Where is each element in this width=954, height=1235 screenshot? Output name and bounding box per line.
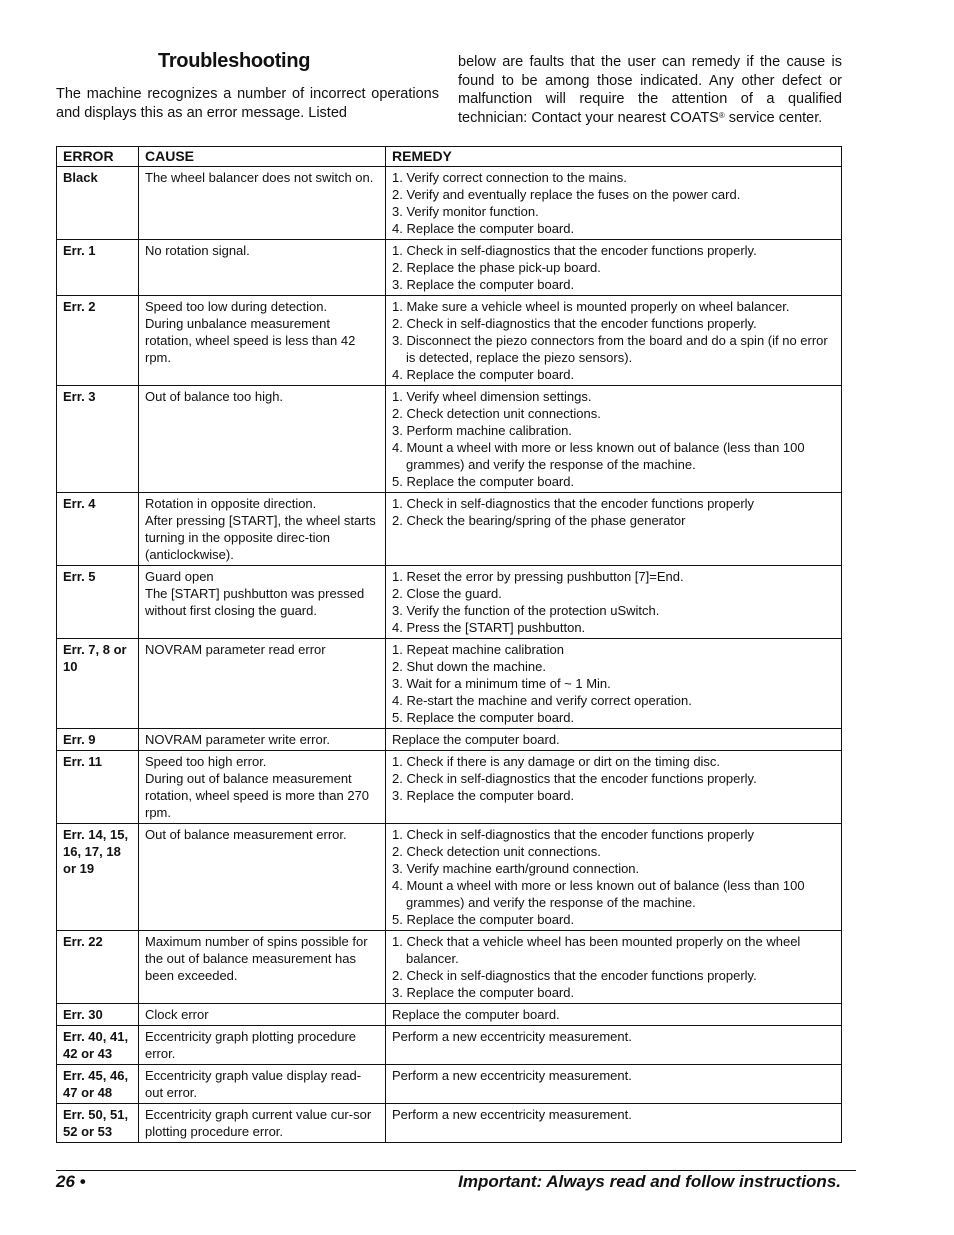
error-code: Err. 14, 15, 16, 17, 18 or 19 — [57, 824, 139, 931]
cause-line: During unbalance measurement rotation, wheel speed is less than 42 rpm. — [145, 316, 356, 365]
error-remedy — [386, 931, 842, 1004]
page-heading: Troubleshooting — [158, 50, 311, 72]
error-cause — [139, 931, 386, 1004]
remedy-step: 2. Replace the phase pick-up board. — [392, 260, 601, 275]
cause-line: Speed too high error. — [145, 754, 267, 769]
remedy-step: 1. Repeat machine calibration — [392, 642, 564, 657]
table-row — [57, 386, 842, 493]
error-remedy — [386, 824, 842, 931]
error-table-body — [57, 167, 842, 1143]
error-cause — [139, 639, 386, 729]
footer-note: Important: Always read and follow instructions. — [458, 1172, 841, 1191]
cause-line: Eccentricity graph value display read-out error. — [145, 1068, 362, 1100]
error-remedy — [386, 493, 842, 566]
remedy-step: 3. Replace the computer board. — [392, 788, 575, 803]
remedy-step: 4. Press the [START] pushbutton. — [392, 620, 586, 635]
remedy-step: 2. Shut down the machine. — [392, 659, 546, 674]
header-error: ERROR — [57, 147, 139, 167]
remedy-step: 3. Disconnect the piezo connectors from the board and do a spin (if no error is detected, replace the piezo sensors). — [392, 333, 828, 365]
remedy-step: Replace the computer board. — [392, 1007, 560, 1022]
table-row — [57, 639, 842, 729]
remedy-step: 2. Check the bearing/spring of the phase generator — [392, 513, 686, 528]
remedy-step: 3. Verify monitor function. — [392, 204, 539, 219]
remedy-step: 1. Check in self-diagnostics that the encoder functions properly. — [392, 243, 757, 258]
error-remedy — [386, 240, 842, 296]
remedy-step: 4. Replace the computer board. — [392, 221, 575, 236]
cause-line: NOVRAM parameter read error — [145, 642, 326, 657]
error-table — [56, 146, 842, 1143]
error-code: Err. 5 — [57, 566, 139, 639]
intro-paragraph-left — [56, 85, 439, 122]
cause-line: Maximum number of spins possible for the out of balance measurement has been exceeded. — [145, 934, 368, 983]
table-row — [57, 493, 842, 566]
error-code: Err. 40, 41, 42 or 43 — [57, 1026, 139, 1065]
cause-line: Out of balance too high. — [145, 389, 284, 404]
error-code: Err. 45, 46, 47 or 48 — [57, 1065, 139, 1104]
cause-line: Speed too low during detection. — [145, 299, 328, 314]
error-cause — [139, 751, 386, 824]
cause-line: Eccentricity graph current value cur-sor plotting procedure error. — [145, 1107, 372, 1139]
remedy-step: 4. Replace the computer board. — [392, 367, 575, 382]
error-cause — [139, 386, 386, 493]
remedy-step: 3. Verify machine earth/ground connection. — [392, 861, 640, 876]
remedy-step: 3. Replace the computer board. — [392, 985, 575, 1000]
error-cause — [139, 1004, 386, 1026]
remedy-step: Perform a new eccentricity measurement. — [392, 1107, 632, 1122]
remedy-step: 2. Verify and eventually replace the fuses on the power card. — [392, 187, 741, 202]
cause-line: The [START] pushbutton was pressed without first closing the guard. — [145, 586, 365, 618]
remedy-step: 5. Replace the computer board. — [392, 710, 575, 725]
error-code: Err. 50, 51, 52 or 53 — [57, 1104, 139, 1143]
remedy-step: 1. Make sure a vehicle wheel is mounted properly on wheel balancer. — [392, 299, 790, 314]
table-row — [57, 1104, 842, 1143]
error-code: Err. 22 — [57, 931, 139, 1004]
remedy-step: 1. Reset the error by pressing pushbutton [7]=End. — [392, 569, 684, 584]
error-remedy — [386, 566, 842, 639]
remedy-step: 4. Mount a wheel with more or less known out of balance (less than 100 grammes) and verify the response of the machine. — [392, 440, 805, 472]
error-code: Err. 3 — [57, 386, 139, 493]
error-cause — [139, 1104, 386, 1143]
footer-divider — [56, 1170, 856, 1171]
cause-line: The wheel balancer does not switch on. — [145, 170, 374, 185]
cause-line: No rotation signal. — [145, 243, 250, 258]
error-code: Err. 1 — [57, 240, 139, 296]
remedy-step: 2. Check detection unit connections. — [392, 406, 601, 421]
table-row — [57, 1065, 842, 1104]
header-cause: CAUSE — [139, 147, 386, 167]
cause-line: Eccentricity graph plotting procedure error. — [145, 1029, 357, 1061]
error-remedy — [386, 386, 842, 493]
page-number: 26 • — [56, 1172, 86, 1191]
table-row — [57, 240, 842, 296]
error-cause — [139, 1065, 386, 1104]
error-cause — [139, 1026, 386, 1065]
cause-line: NOVRAM parameter write error. — [145, 732, 330, 747]
table-row — [57, 729, 842, 751]
error-remedy — [386, 639, 842, 729]
error-remedy — [386, 296, 842, 386]
remedy-step: 4. Re-start the machine and verify correct operation. — [392, 693, 692, 708]
error-cause — [139, 167, 386, 240]
remedy-step: 3. Wait for a minimum time of ~ 1 Min. — [392, 676, 611, 691]
remedy-step: 1. Verify correct connection to the mains. — [392, 170, 627, 185]
table-row — [57, 824, 842, 931]
error-code: Err. 30 — [57, 1004, 139, 1026]
intro-paragraph-right — [458, 53, 842, 127]
table-header-row — [57, 147, 842, 167]
remedy-step: 3. Replace the computer board. — [392, 277, 575, 292]
error-remedy — [386, 167, 842, 240]
table-row — [57, 566, 842, 639]
remedy-step: Replace the computer board. — [392, 732, 560, 747]
error-code: Err. 11 — [57, 751, 139, 824]
error-cause — [139, 240, 386, 296]
cause-line: Out of balance measurement error. — [145, 827, 347, 842]
intro-right-text: below are faults that the user can remedy if the cause is found to be among those indicated. Any other defect or malfunction will require the attention of a qualified technician: Contact your nearest COATS — [458, 54, 842, 126]
remedy-step: 5. Replace the computer board. — [392, 912, 575, 927]
remedy-step: 2. Check detection unit connections. — [392, 844, 601, 859]
cause-line: Guard open — [145, 569, 214, 584]
error-code: Err. 7, 8 or 10 — [57, 639, 139, 729]
intro-left-text: The machine recognizes a number of incorrect operations and displays this as an error message. Listed — [56, 86, 439, 121]
remedy-step: 1. Check in self-diagnostics that the encoder functions properly — [392, 827, 755, 842]
remedy-step: 1. Check in self-diagnostics that the encoder functions properly — [392, 496, 755, 511]
remedy-step: 1. Verify wheel dimension settings. — [392, 389, 592, 404]
remedy-step: Perform a new eccentricity measurement. — [392, 1068, 632, 1083]
cause-line: During out of balance measurement rotation, wheel speed is more than 270 rpm. — [145, 771, 370, 820]
cause-line: Clock error — [145, 1007, 209, 1022]
error-remedy — [386, 729, 842, 751]
remedy-step: 4. Mount a wheel with more or less known out of balance (less than 100 grammes) and verify the response of the machine. — [392, 878, 805, 910]
error-remedy — [386, 1026, 842, 1065]
intro-right-tail: service center. — [724, 109, 823, 126]
error-remedy — [386, 1104, 842, 1143]
cause-line: After pressing [START], the wheel starts turning in the opposite direc-tion (anticlockwise). — [145, 513, 376, 562]
error-cause — [139, 566, 386, 639]
remedy-step: 1. Check that a vehicle wheel has been mounted properly on the wheel balancer. — [392, 934, 801, 966]
remedy-step: 2. Check in self-diagnostics that the encoder functions properly. — [392, 771, 757, 786]
remedy-step: 2. Close the guard. — [392, 586, 502, 601]
error-cause — [139, 824, 386, 931]
error-code: Err. 9 — [57, 729, 139, 751]
table-row — [57, 931, 842, 1004]
registered-mark: ® — [718, 110, 725, 120]
table-row — [57, 167, 842, 240]
remedy-step: 3. Verify the function of the protection uSwitch. — [392, 603, 660, 618]
error-cause — [139, 493, 386, 566]
remedy-step: 2. Check in self-diagnostics that the encoder functions properly. — [392, 968, 757, 983]
error-cause — [139, 296, 386, 386]
table-row — [57, 1026, 842, 1065]
remedy-step: Perform a new eccentricity measurement. — [392, 1029, 632, 1044]
error-remedy — [386, 1004, 842, 1026]
remedy-step: 3. Perform machine calibration. — [392, 423, 572, 438]
header-remedy: REMEDY — [386, 147, 842, 167]
error-cause — [139, 729, 386, 751]
error-code: Err. 2 — [57, 296, 139, 386]
error-remedy — [386, 751, 842, 824]
table-row — [57, 1004, 842, 1026]
error-remedy — [386, 1065, 842, 1104]
remedy-step: 2. Check in self-diagnostics that the encoder functions properly. — [392, 316, 757, 331]
table-row — [57, 296, 842, 386]
error-code: Black — [57, 167, 139, 240]
remedy-step: 1. Check if there is any damage or dirt on the timing disc. — [392, 754, 721, 769]
error-code: Err. 4 — [57, 493, 139, 566]
table-row — [57, 751, 842, 824]
remedy-step: 5. Replace the computer board. — [392, 474, 575, 489]
cause-line: Rotation in opposite direction. — [145, 496, 317, 511]
